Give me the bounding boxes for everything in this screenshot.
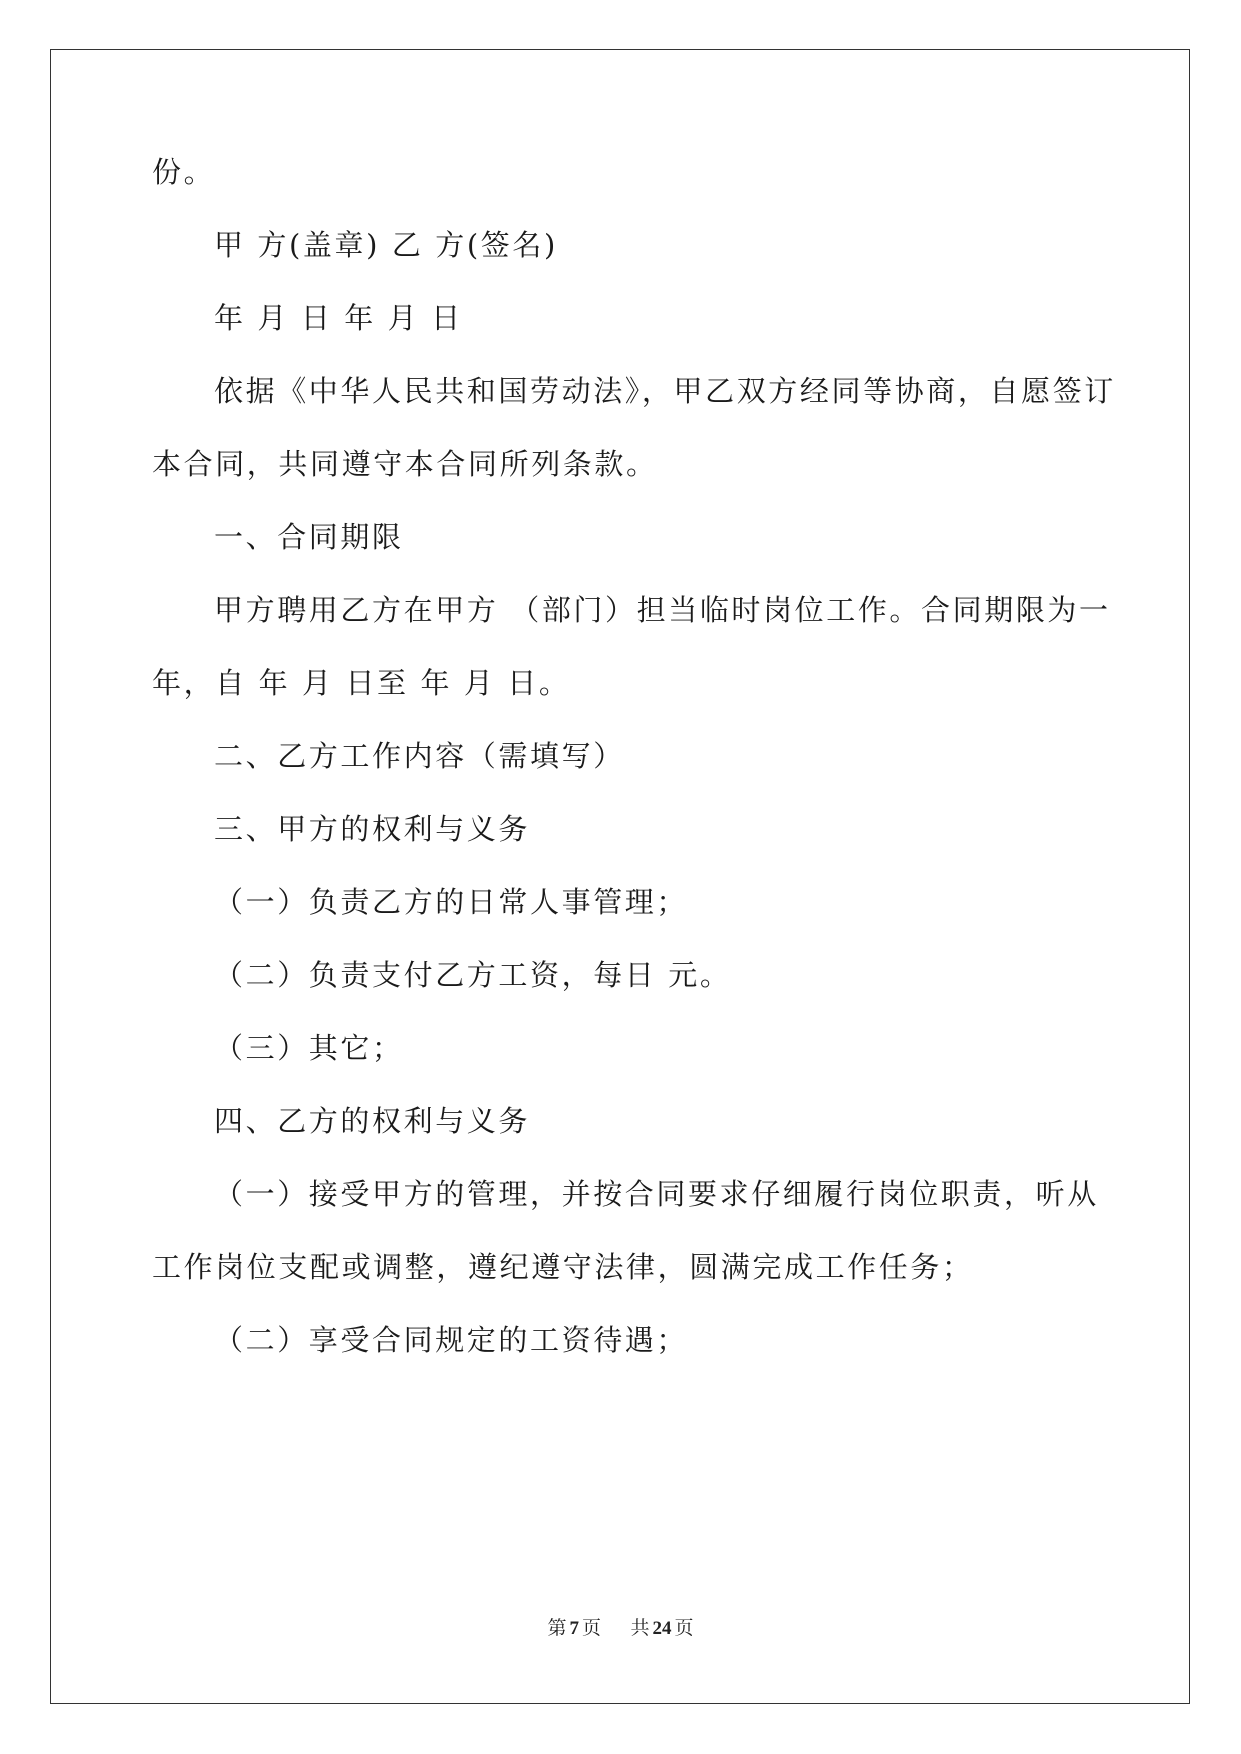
- paragraph-line: 年，自 年 月 日至 年 月 日。: [152, 666, 571, 700]
- paragraph-line: 本合同，共同遵守本合同所列条款。: [152, 447, 658, 481]
- footer-page-prefix: 第: [547, 1618, 567, 1639]
- list-item: （一）负责乙方的日常人事管理；: [214, 885, 689, 919]
- footer-page-total: 24: [652, 1618, 672, 1639]
- page-border: [50, 49, 1190, 1704]
- paragraph-line: 甲方聘用乙方在甲方 （部门）担当临时岗位工作。合同期限为一: [214, 593, 1111, 627]
- footer-total-prefix: 共: [630, 1618, 650, 1639]
- footer-page-label: 页: [581, 1618, 601, 1639]
- section-heading: 四、乙方的权利与义务: [214, 1104, 531, 1138]
- paragraph-line: 工作岗位支配或调整，遵纪遵守法律，圆满完成工作任务；: [152, 1250, 974, 1284]
- footer-total-suffix: 页: [674, 1618, 694, 1639]
- paragraph-line: 依据《中华人民共和国劳动法》，甲乙双方经同等协商，自愿签订: [214, 374, 1116, 408]
- text-line: 份。: [152, 155, 216, 189]
- list-item: （二）负责支付乙方工资，每日 元。: [214, 958, 732, 992]
- section-heading: 三、甲方的权利与义务: [214, 812, 531, 846]
- list-item: （二）享受合同规定的工资待遇；: [214, 1323, 689, 1357]
- list-item: （三）其它；: [214, 1031, 404, 1065]
- section-heading: 一、合同期限: [214, 520, 404, 554]
- footer-page-current: 7: [569, 1618, 579, 1639]
- section-heading: 二、乙方工作内容（需填写）: [214, 739, 625, 773]
- date-line: 年 月 日 年 月 日: [214, 301, 463, 335]
- list-item: （一）接受甲方的管理，并按合同要求仔细履行岗位职责，听从: [214, 1177, 1099, 1211]
- signature-line: 甲 方(盖章) 乙 方(签名): [214, 228, 558, 262]
- page-footer: [0, 1613, 1241, 1640]
